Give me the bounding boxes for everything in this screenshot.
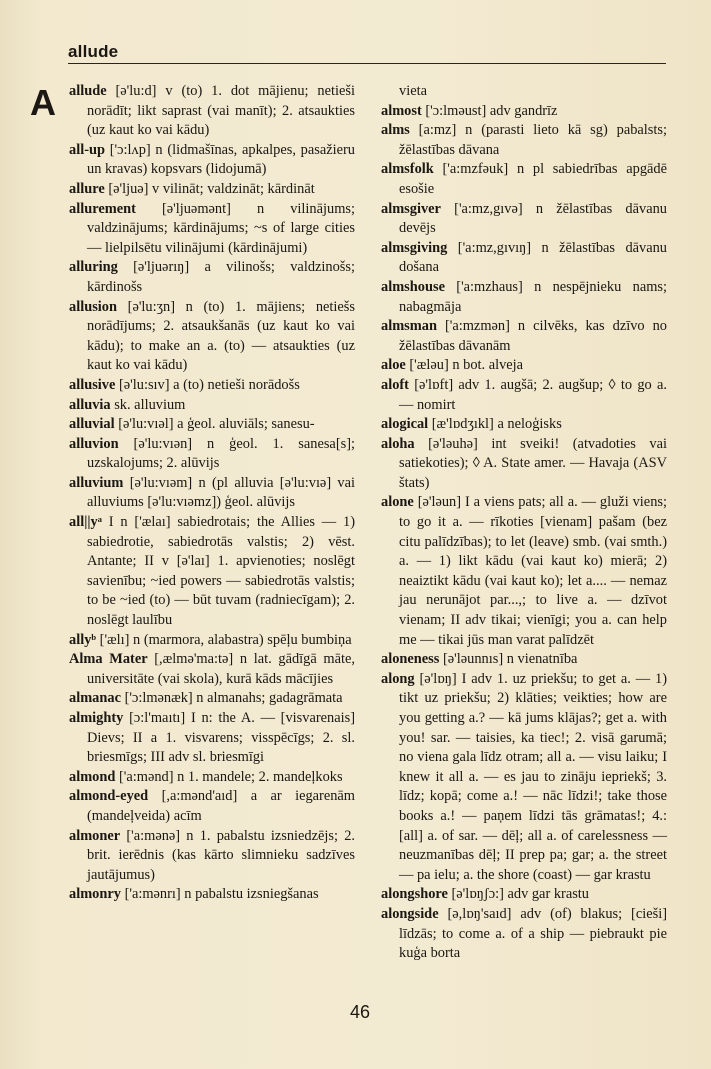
entry-headword: allure (69, 180, 105, 197)
entry-headword: almost (381, 102, 422, 119)
dictionary-entry (381, 239, 667, 278)
entry-headword: alluvion (69, 435, 119, 452)
entry-definition: [ə'ljuərıŋ] a vilinošs; valdzinošs; kārdinošs (87, 259, 355, 295)
entry-headword: almsgiver (381, 200, 441, 217)
entry-headword: alogical (381, 416, 429, 433)
header-rule (68, 63, 666, 64)
entry-definition: [ə'ləun] I a viens pats; all a. — gluži viens; to go it a. — rīkoties [vienam] pašam (bez citu palīdzības); to let (leave) smb. (vai smth.) a. — 1) likt kādu (vai kaut ko) mierā; 2) neaiztikt kādu (vai kaut ko); let a.... — nemaz jau nerunājot par...,; to live a. — dzīvot vienam; II adv tikai; vienīgi; you a. can help me — tikai jūs man varat palīdzēt (399, 494, 667, 648)
dictionary-entry (381, 160, 667, 199)
entry-headword: allude (69, 83, 107, 99)
dictionary-entry (381, 200, 667, 239)
entry-headword: alluvial (69, 416, 115, 433)
entry-headword: along (381, 670, 415, 687)
entry-headword: almshouse (381, 278, 445, 295)
dictionary-entry (69, 513, 355, 631)
dictionary-entry (69, 787, 355, 826)
left-column (69, 82, 355, 905)
dictionary-entry (381, 102, 667, 122)
entry-headword: almanac (69, 690, 121, 707)
entry-headword: aloneness (381, 651, 440, 668)
dictionary-entry (69, 474, 355, 513)
entry-headword: allusive (69, 376, 116, 393)
entry-definition: ['a:mz,gıvə] n žēlastības dāvanu devējs (399, 200, 667, 237)
entry-definition: [ə'lɒŋ] I adv 1. uz priekšu; to get a. — 1) tikt uz priekšu; 2) klāties; veikties; how are you getting a.? — kā jums klājas?; get a. with you! sar. — taisies, ka tiec!; 2. visā garumā; no viena gala līdz otram; all a. — visu laiku; I knew it all a. — es jau to zināju iepriekš; 3. līdz; kopā; come a.! — nāc līdzi!; take those books a.! — paņem līdzi tās grāmatas!; 4.: [all] a. of sar. — dēļ; all a. of carelessness — neuzmanības dēļ; II prep pa; gar; a. the street — pa ielu; a. the shore (coast) — gar krastu (399, 670, 667, 883)
entry-definition: ['a:mənrı] n pabalstu izsniegšanas (120, 886, 319, 903)
entry-headword: almsman (381, 318, 437, 335)
running-head: allude (68, 42, 119, 61)
entry-headword: aloe (381, 357, 406, 374)
entry-definition: [ə'lɒŋʃɔ:] adv gar krastu (447, 886, 590, 903)
entry-definition: [ə'lu:vıən] n ģeol. 1. sanesa[s]; uzskalojums; 2. alūvijs (87, 435, 355, 472)
dictionary-entry (69, 650, 355, 689)
dictionary-entry (69, 435, 355, 474)
entry-definition: ['a:mənə] n 1. pabalstu izsniedzējs; 2. brit. ierēdnis (kas kārto slimnieku sadzīves jautājumus) (87, 827, 355, 883)
entry-headword: allurement (69, 200, 136, 217)
entry-headword: alongside (381, 905, 439, 922)
dictionary-entry (69, 298, 355, 376)
entry-definition: ['a:mzfəuk] n pl sabiedrības apgādē esošie (399, 161, 667, 197)
entry-headword: almighty (69, 710, 124, 726)
entry-headword: almsgiving (381, 239, 448, 256)
entry-definition: [ə'ljuə] v vilināt; valdzināt; kārdināt (104, 180, 315, 197)
entry-headword: allyᵇ (69, 631, 97, 648)
entry-definition: ['ɔ:lʌp] n (lidmašīnas, apkalpes, pasažieru un kravas) kopsvars (lidojumā) (87, 141, 355, 178)
entry-headword: almsfolk (381, 161, 434, 178)
thumb-index-letter: A (30, 82, 56, 123)
dictionary-entry (381, 650, 667, 670)
entry-definition: ['ɔ:lmənæk] n almanahs; gadagrāmata (120, 690, 343, 707)
entry-definition: I n ['ælaı] sabiedrotais; the Allies — 1) sabiedrotie, sabiedrotās valstis; 2) vēst. Antante; II v [ə'laı] 1. apvienoties; noslēgt savienību; ~ied powers — sabiedrotās valstis; to be ~ied (to) — būt tuvam (radniecīgam); 2. noslēgt laulību (87, 514, 355, 629)
entry-definition: ['a:mzhaus] n nespējnieku nams; nabagmāja (399, 278, 667, 315)
dictionary-entry (381, 317, 667, 356)
entry-definition: vieta (399, 83, 427, 99)
right-column (381, 82, 667, 964)
dictionary-entry (381, 493, 667, 650)
entry-definition: [ə'ləuhə] int sveiki! (atvadoties vai satiekoties); ◊ A. State amer. — Havaja (ASV štats) (399, 435, 667, 491)
entry-definition: [,a:mənd'aıd] a ar iegarenām (mandeļveida) acīm (87, 788, 355, 824)
entry-headword: almonry (69, 886, 121, 903)
dictionary-entry (69, 709, 355, 768)
dictionary-entry (69, 376, 355, 396)
dictionary-entry (381, 905, 667, 964)
entry-definition: [ə'lu:vıəm] n (pl alluvia [ə'lu:vıə] vai alluviums [ə'lu:vıəmz]) ģeol. alūvijs (87, 474, 355, 511)
entry-headword: almond-eyed (69, 788, 149, 805)
entry-definition: ['a:mzmən] n cilvēks, kas dzīvo no žēlastības dāvanām (399, 318, 667, 354)
dictionary-entry (69, 396, 355, 416)
dictionary-entry (381, 670, 667, 886)
dictionary-entry (69, 82, 355, 141)
entry-definition: ['ɔ:lməust] adv gandrīz (421, 102, 558, 119)
entry-definition: ['a:mənd] n 1. mandele; 2. mandeļkoks (115, 768, 343, 785)
entry-definition: ['a:mz,gıvıŋ] n žēlastības dāvanu došana (399, 239, 667, 276)
dictionary-entry (69, 768, 355, 788)
entry-headword: alms (381, 122, 410, 139)
entry-headword: alluvia (69, 396, 111, 413)
entry-headword: alongshore (381, 886, 448, 903)
dictionary-entry (381, 356, 667, 376)
entry-definition: [ə'lu:sıv] a (to) netieši norādošs (115, 376, 300, 393)
dictionary-entry (69, 180, 355, 200)
dictionary-entry (381, 435, 667, 494)
entry-definition: ['ælı] n (marmora, alabastra) spēļu bumbiņa (96, 631, 352, 648)
dictionary-entry (381, 278, 667, 317)
dictionary-entry (69, 141, 355, 180)
entry-headword: Alma Mater (69, 651, 148, 668)
dictionary-entry (69, 689, 355, 709)
entry-definition: [ə'lu:d] v (to) 1. dot mājienu; netieši norādīt; likt saprast (vai manīt); 2. atsaukties (uz kaut ko vai kādu) (87, 83, 355, 139)
dictionary-entry (69, 200, 355, 259)
entry-definition: [a:mz] n (parasti lieto kā sg) pabalsts; žēlastības dāvana (399, 122, 667, 158)
entry-definition: [ə'ləunnıs] n vienatnība (439, 651, 578, 668)
entry-headword: aloha (381, 435, 415, 452)
entry-headword: alluring (69, 259, 118, 276)
dictionary-entry (69, 827, 355, 886)
dictionary-entry (381, 415, 667, 435)
entry-definition: [ɔ:l'maıtı] I n: the A. — [visvarenais] Dievs; II a 1. visvarens; visspēcīgs; 2. sl. briesmīgs; III adv sl. briesmīgi (87, 710, 355, 766)
dictionary-entry (69, 885, 355, 905)
entry-definition: sk. alluvium (110, 396, 186, 413)
entry-definition: ['æləu] n bot. alveja (405, 357, 524, 374)
entry-headword: allusion (69, 298, 117, 315)
entry-headword: all||yᵃ (69, 514, 102, 531)
entry-headword: alluvium (69, 474, 124, 491)
entry-definition: [ə'lɒft] adv 1. augšā; 2. augšup; ◊ to go a. — nomirt (399, 376, 667, 413)
dictionary-entry (381, 121, 667, 160)
entry-definition: [æ'lɒdʒıkl] a neloģisks (428, 416, 562, 433)
entry-headword: almoner (69, 827, 121, 844)
page-number: 46 (349, 1002, 371, 1022)
dictionary-entry (69, 631, 355, 651)
entry-headword: all-up (69, 141, 105, 158)
dictionary-entry (69, 415, 355, 435)
entry-definition: [ə'ljuəmənt] n vilinājums; valdzinājums; kārdinājums; ~s of large cities — lielpilsētu vilinājumi (kārdinājumi) (87, 200, 355, 256)
entry-headword: almond (69, 768, 116, 785)
dictionary-entry (381, 885, 667, 905)
entry-definition: [ə'lu:ʒn] n (to) 1. mājiens; netiešs norādījums; 2. atsaukšanās (uz kaut ko vai kādu); to make an a. (to) — atsaukties (uz kaut ko vai kādu) (87, 298, 355, 374)
dictionary-entry (381, 376, 667, 415)
entry-headword: aloft (381, 376, 409, 393)
entry-headword: alone (381, 494, 414, 511)
dictionary-entry (69, 258, 355, 297)
entry-definition: [,ælmə'ma:tə] n lat. gādīgā māte, universitāte (vai skola), kurā kāds mācījies (87, 651, 355, 687)
dictionary-entry (381, 82, 667, 102)
entry-definition: [ə,lɒŋ'saıd] adv (of) blakus; [cieši] līdzās; to come a. of a ship — piebraukt pie kuģa borta (399, 905, 667, 962)
entry-definition: [ə'lu:vıəl] a ģeol. aluviāls; sanesu- (114, 416, 315, 433)
